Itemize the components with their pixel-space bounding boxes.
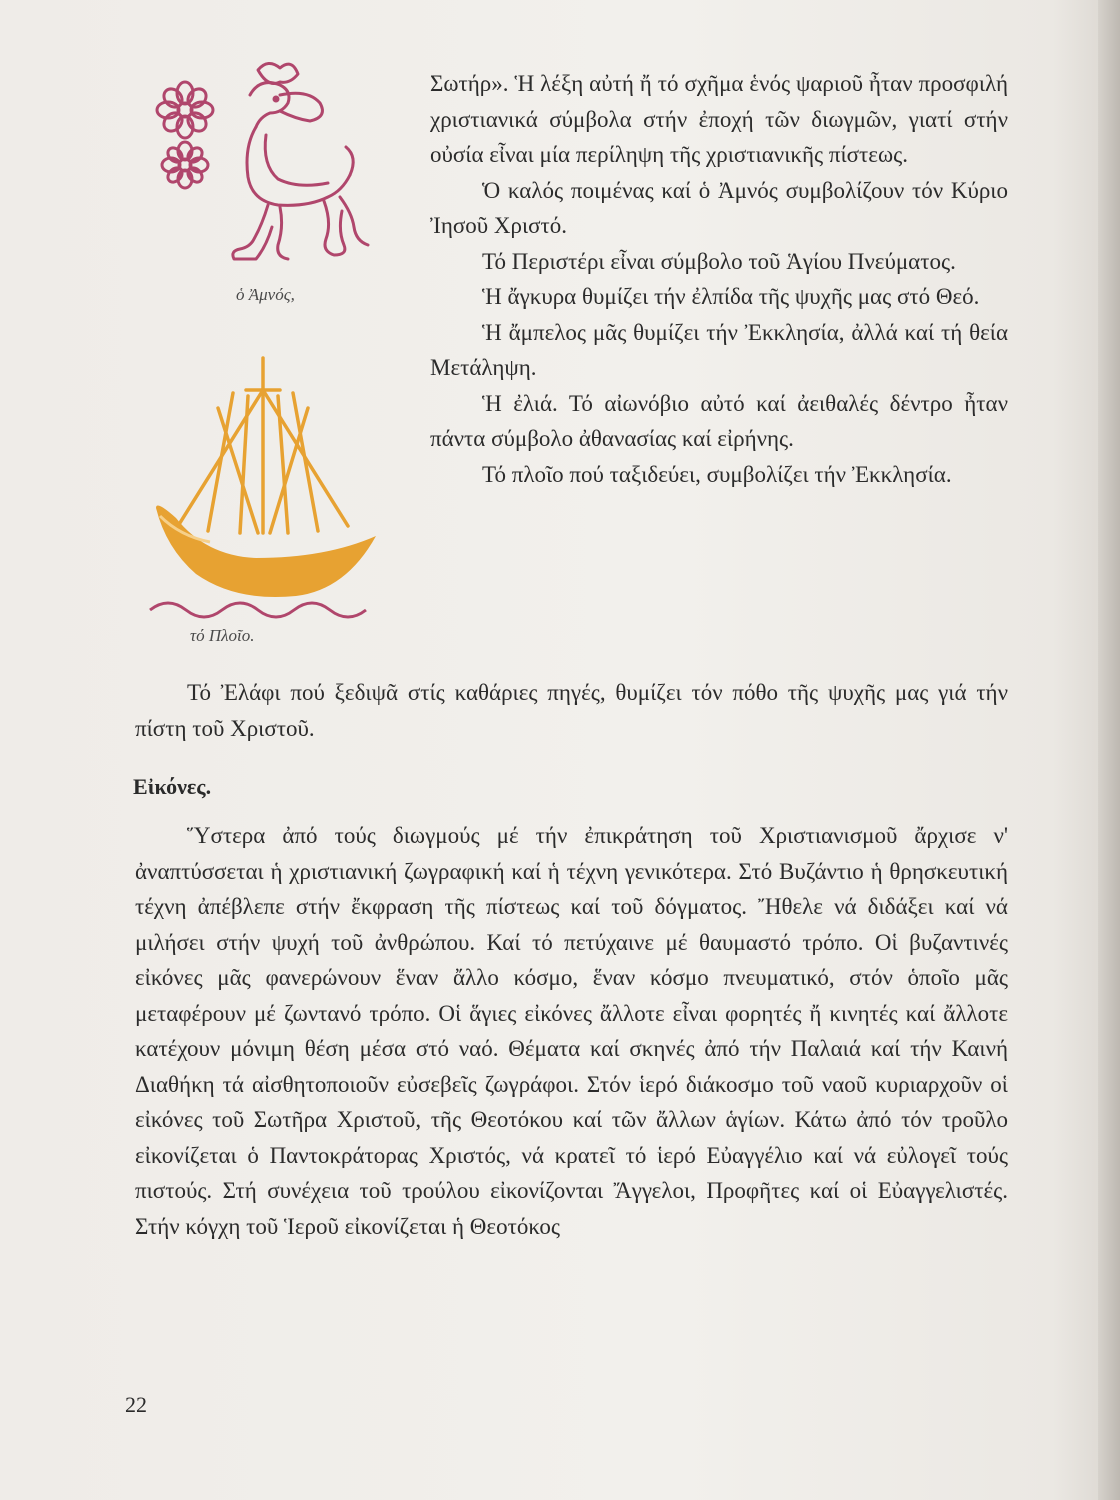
lamb-illustration: [140, 55, 380, 285]
side-paragraph: Ὁ καλός ποιμένας καί ὁ Ἀμνός συμβολίζουν τόν Κύριο Ἰησοῦ Χριστό.: [430, 177, 1008, 238]
side-paragraph: Ἡ ἄγκυρα θυμίζει τήν ἐλπίδα τῆς ψυχῆς μας στό Θεό.: [482, 284, 980, 309]
side-paragraph: Τό πλοῖο πού ταξιδεύει, συμβολίζει τήν Ἐκκλησία.: [482, 461, 952, 487]
flower-top: [157, 82, 213, 138]
full-width-text: [135, 675, 1008, 746]
section-heading: Εἰκόνες.: [133, 774, 212, 799]
ship-illustration: [148, 348, 388, 630]
side-paragraph: Τό Περιστέρι εἶναι σύμβολο τοῦ Ἁγίου Πνεύματος.: [482, 248, 956, 274]
ship-caption: τό Πλοῖο.: [190, 626, 255, 645]
side-column: [430, 66, 1008, 492]
page-number: 22: [125, 1392, 147, 1417]
section-body: [135, 818, 1008, 1244]
deer-paragraph: Τό Ἐλάφι πού ξεδιψᾶ στίς καθάριες πηγές, θυμίζει τόν πόθο τῆς ψυχῆς μας γιά τήν πίστη τοῦ Χριστοῦ.: [135, 680, 1008, 741]
section-paragraph: Ὕστερα ἀπό τούς διωγμούς μέ τήν ἐπικράτηση τοῦ Χριστιανισμοῦ ἄρχισε ν' ἀναπτύσσεται ἡ χριστιανική ζωγραφική καί ἡ τέχνη γενικότερα. Στό Βυζάντιο ἡ θρησκευτική τέχνη ἀπέβλεπε στήν ἔκφραση τῆς πίστεως καί τοῦ δόγματος. Ἤθελε νά διδάξει καί νά μιλήσει στήν ψυχή τοῦ ἀνθρώπου. Καί τό πετύχαινε μέ θαυμαστό τρόπο. Οἱ βυζαντινές εἰκόνες μᾶς φανερώνουν ἕναν ἄλλο κόσμο, ἕναν κόσμο πνευματικό, στόν ὁποῖο μᾶς μεταφέρουν μέ ζωντανό τρόπο. Οἱ ἅγιες εἰκόνες ἄλλοτε εἶναι φορητές ἤ κινητές καί ἄλλοτε κατέχουν μόνιμη θέση μέσα στό ναό. Θέματα καί σκηνές ἀπό τήν Παλαιά καί τήν Καινή Διαθήκη τά αἰσθητοποιοῦν εὐσεβεῖς ζωγράφοι. Στόν ἱερό διάκοσμο τοῦ ναοῦ κυριαρχοῦν οἱ εἰκόνες τοῦ Σωτῆρα Χριστοῦ, τῆς Θεοτόκου καί τῶν ἄλλων ἁγίων. Κάτω ἀπό τόν τροῦλο εἰκονίζεται ὁ Παντοκράτορας Χριστός, νά κρατεῖ τό ἱερό Εὐαγγέλιο καί νά εὐλογεῖ τούς πιστούς. Στή συνέχεια τοῦ τρούλου εἰκονίζονται Ἄγγελοι, Προφῆτες καί οἱ Εὐαγγελιστές. Στήν κόγχη τοῦ Ἱεροῦ εἰκονίζεται ἡ Θεοτόκος: [135, 823, 1008, 1239]
page-fold: [1098, 0, 1120, 1500]
side-paragraph: Ἡ ἄμπελος μᾶς θυμίζει τήν Ἐκκλησία, ἀλλά καί τή θεία Μετάληψη.: [430, 319, 1008, 380]
side-paragraph: Σωτήρ». Ἡ λέξη αὐτή ἤ τό σχῆμα ἑνός ψαριοῦ ἦταν προσφιλή χριστιανικά σύμβολα στήν ἐποχή τῶν διωγμῶν, γιατί στήν οὐσία εἶναι μία περίληψη τῆς χριστιανικῆς πίστεως.: [430, 71, 1008, 167]
lamb-caption: ὁ Ἀμνός,: [236, 285, 295, 304]
side-paragraph: Ἡ ἐλιά. Τό αἰωνόβιο αὐτό καί ἀειθαλές δέντρο ἦταν πάντα σύμβολο ἀθανασίας καί εἰρήνης.: [430, 390, 1008, 451]
